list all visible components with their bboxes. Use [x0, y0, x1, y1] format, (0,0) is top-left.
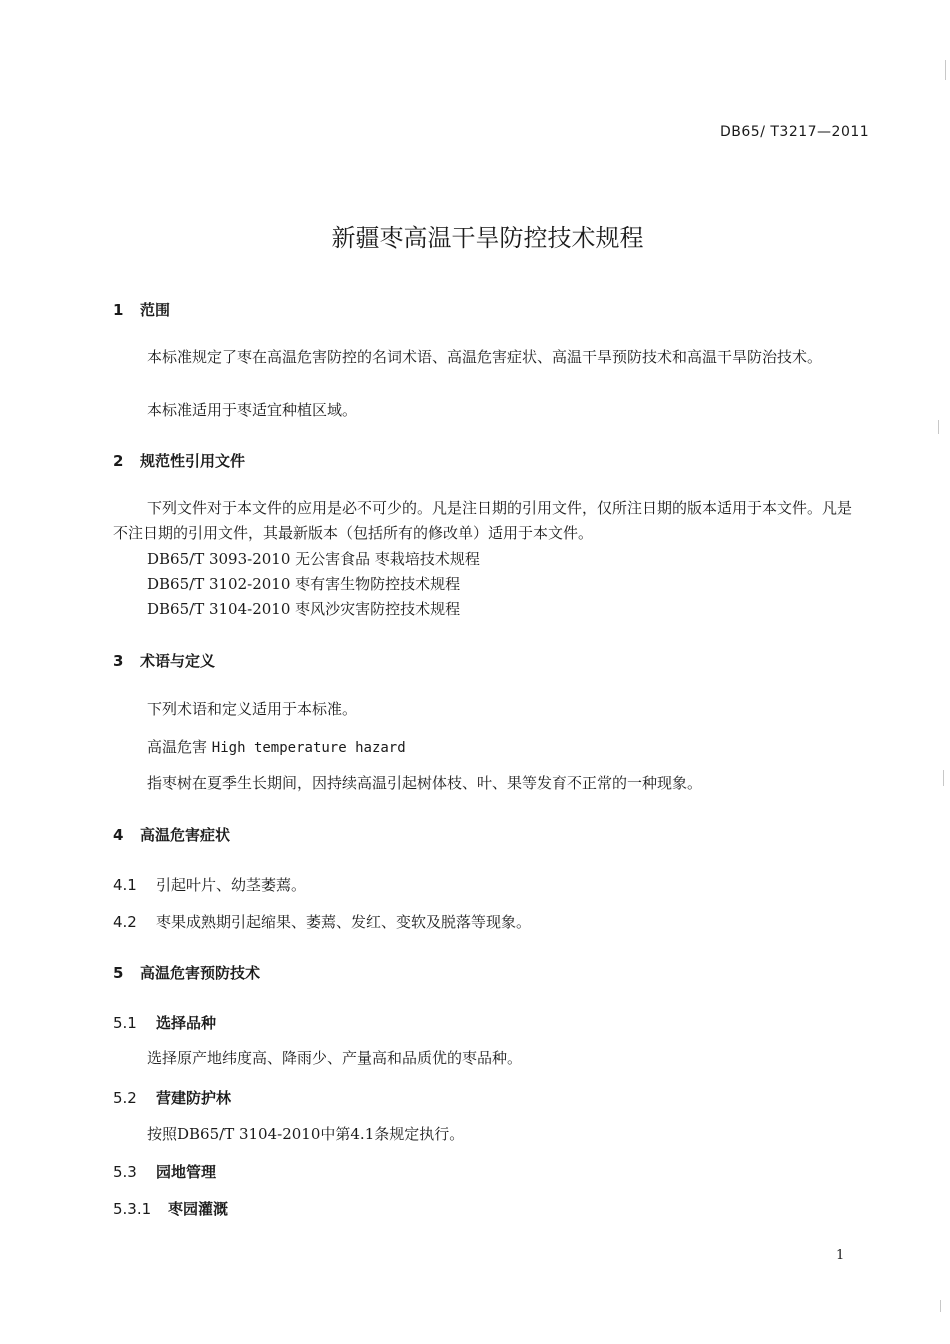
page-number: 1	[836, 1248, 845, 1263]
clause-number: 4.2	[113, 913, 137, 931]
section-2-paragraph-1: 下列文件对于本文件的应用是必不可少的。凡是注日期的引用文件，仅所注日期的版本适用于本文件。凡是不注日期的引用文件，其最新版本（包括所有的修改单）适用于本文件。	[113, 499, 853, 542]
scan-mark	[940, 1300, 941, 1312]
reference-item: DB65/T 3102-2010 枣有害生物防控技术规程	[147, 575, 461, 593]
clause-number: 5.2	[113, 1089, 137, 1107]
section-title: 规范性引用文件	[140, 452, 246, 470]
clause-title: 营建防护林	[156, 1089, 232, 1107]
clause-number: 5.3.1	[113, 1200, 152, 1218]
term-entry	[147, 736, 406, 757]
section-5-1-heading	[113, 1012, 216, 1033]
section-5-2-text: 按照DB65/T 3104-2010中第4.1条规定执行。	[147, 1125, 465, 1143]
section-number: 1	[113, 301, 124, 319]
clause-text: 引起叶片、幼茎萎蔫。	[156, 876, 307, 894]
section-4-2-item	[113, 911, 531, 932]
section-1-paragraph-1: 本标准规定了枣在高温危害防控的名词术语、高温危害症状、高温干旱预防技术和高温干旱防治技术。	[147, 348, 823, 366]
section-1-heading	[113, 299, 170, 320]
section-title: 高温危害症状	[140, 826, 231, 844]
section-2-heading	[113, 450, 245, 471]
section-number: 4	[113, 826, 124, 844]
term-chinese: 高温危害	[147, 738, 208, 756]
section-4-1-item	[113, 874, 306, 895]
reference-item: DB65/T 3093-2010 无公害食品 枣栽培技术规程	[147, 550, 480, 568]
clause-number: 5.3	[113, 1163, 137, 1181]
term-english: High temperature hazard	[211, 740, 406, 756]
scan-mark	[943, 770, 944, 786]
clause-text: 枣果成熟期引起缩果、萎蔫、发红、变软及脱落等现象。	[156, 913, 532, 931]
clause-number: 5.1	[113, 1014, 137, 1032]
section-title: 高温危害预防技术	[140, 964, 261, 982]
clause-title: 选择品种	[156, 1014, 217, 1032]
section-4-heading	[113, 824, 230, 845]
clause-title: 枣园灌溉	[168, 1200, 229, 1218]
clause-number: 4.1	[113, 876, 137, 894]
section-number: 2	[113, 452, 124, 470]
section-5-heading	[113, 962, 260, 983]
section-5-3-heading	[113, 1161, 216, 1182]
clause-title: 园地管理	[156, 1163, 217, 1181]
term-definition: 指枣树在夏季生长期间，因持续高温引起树体枝、叶、果等发育不正常的一种现象。	[147, 774, 703, 792]
section-5-2-heading	[113, 1087, 231, 1108]
scan-mark	[945, 60, 946, 80]
document-title: 新疆枣高温干旱防控技术规程	[331, 224, 644, 252]
section-number: 3	[113, 652, 124, 670]
section-title: 范围	[140, 301, 171, 319]
section-5-1-text: 选择原产地纬度高、降雨少、产量高和品质优的枣品种。	[147, 1049, 523, 1067]
document-number: DB65/ T3217—2011	[720, 124, 870, 140]
section-3-heading	[113, 650, 215, 671]
scan-mark	[938, 420, 939, 434]
section-5-3-1-heading	[113, 1198, 228, 1219]
section-number: 5	[113, 964, 124, 982]
reference-item: DB65/T 3104-2010 枣风沙灾害防控技术规程	[147, 600, 461, 618]
section-title: 术语与定义	[140, 652, 216, 670]
section-3-intro: 下列术语和定义适用于本标准。	[147, 700, 358, 718]
section-1-paragraph-2: 本标准适用于枣适宜种植区域。	[147, 401, 358, 419]
